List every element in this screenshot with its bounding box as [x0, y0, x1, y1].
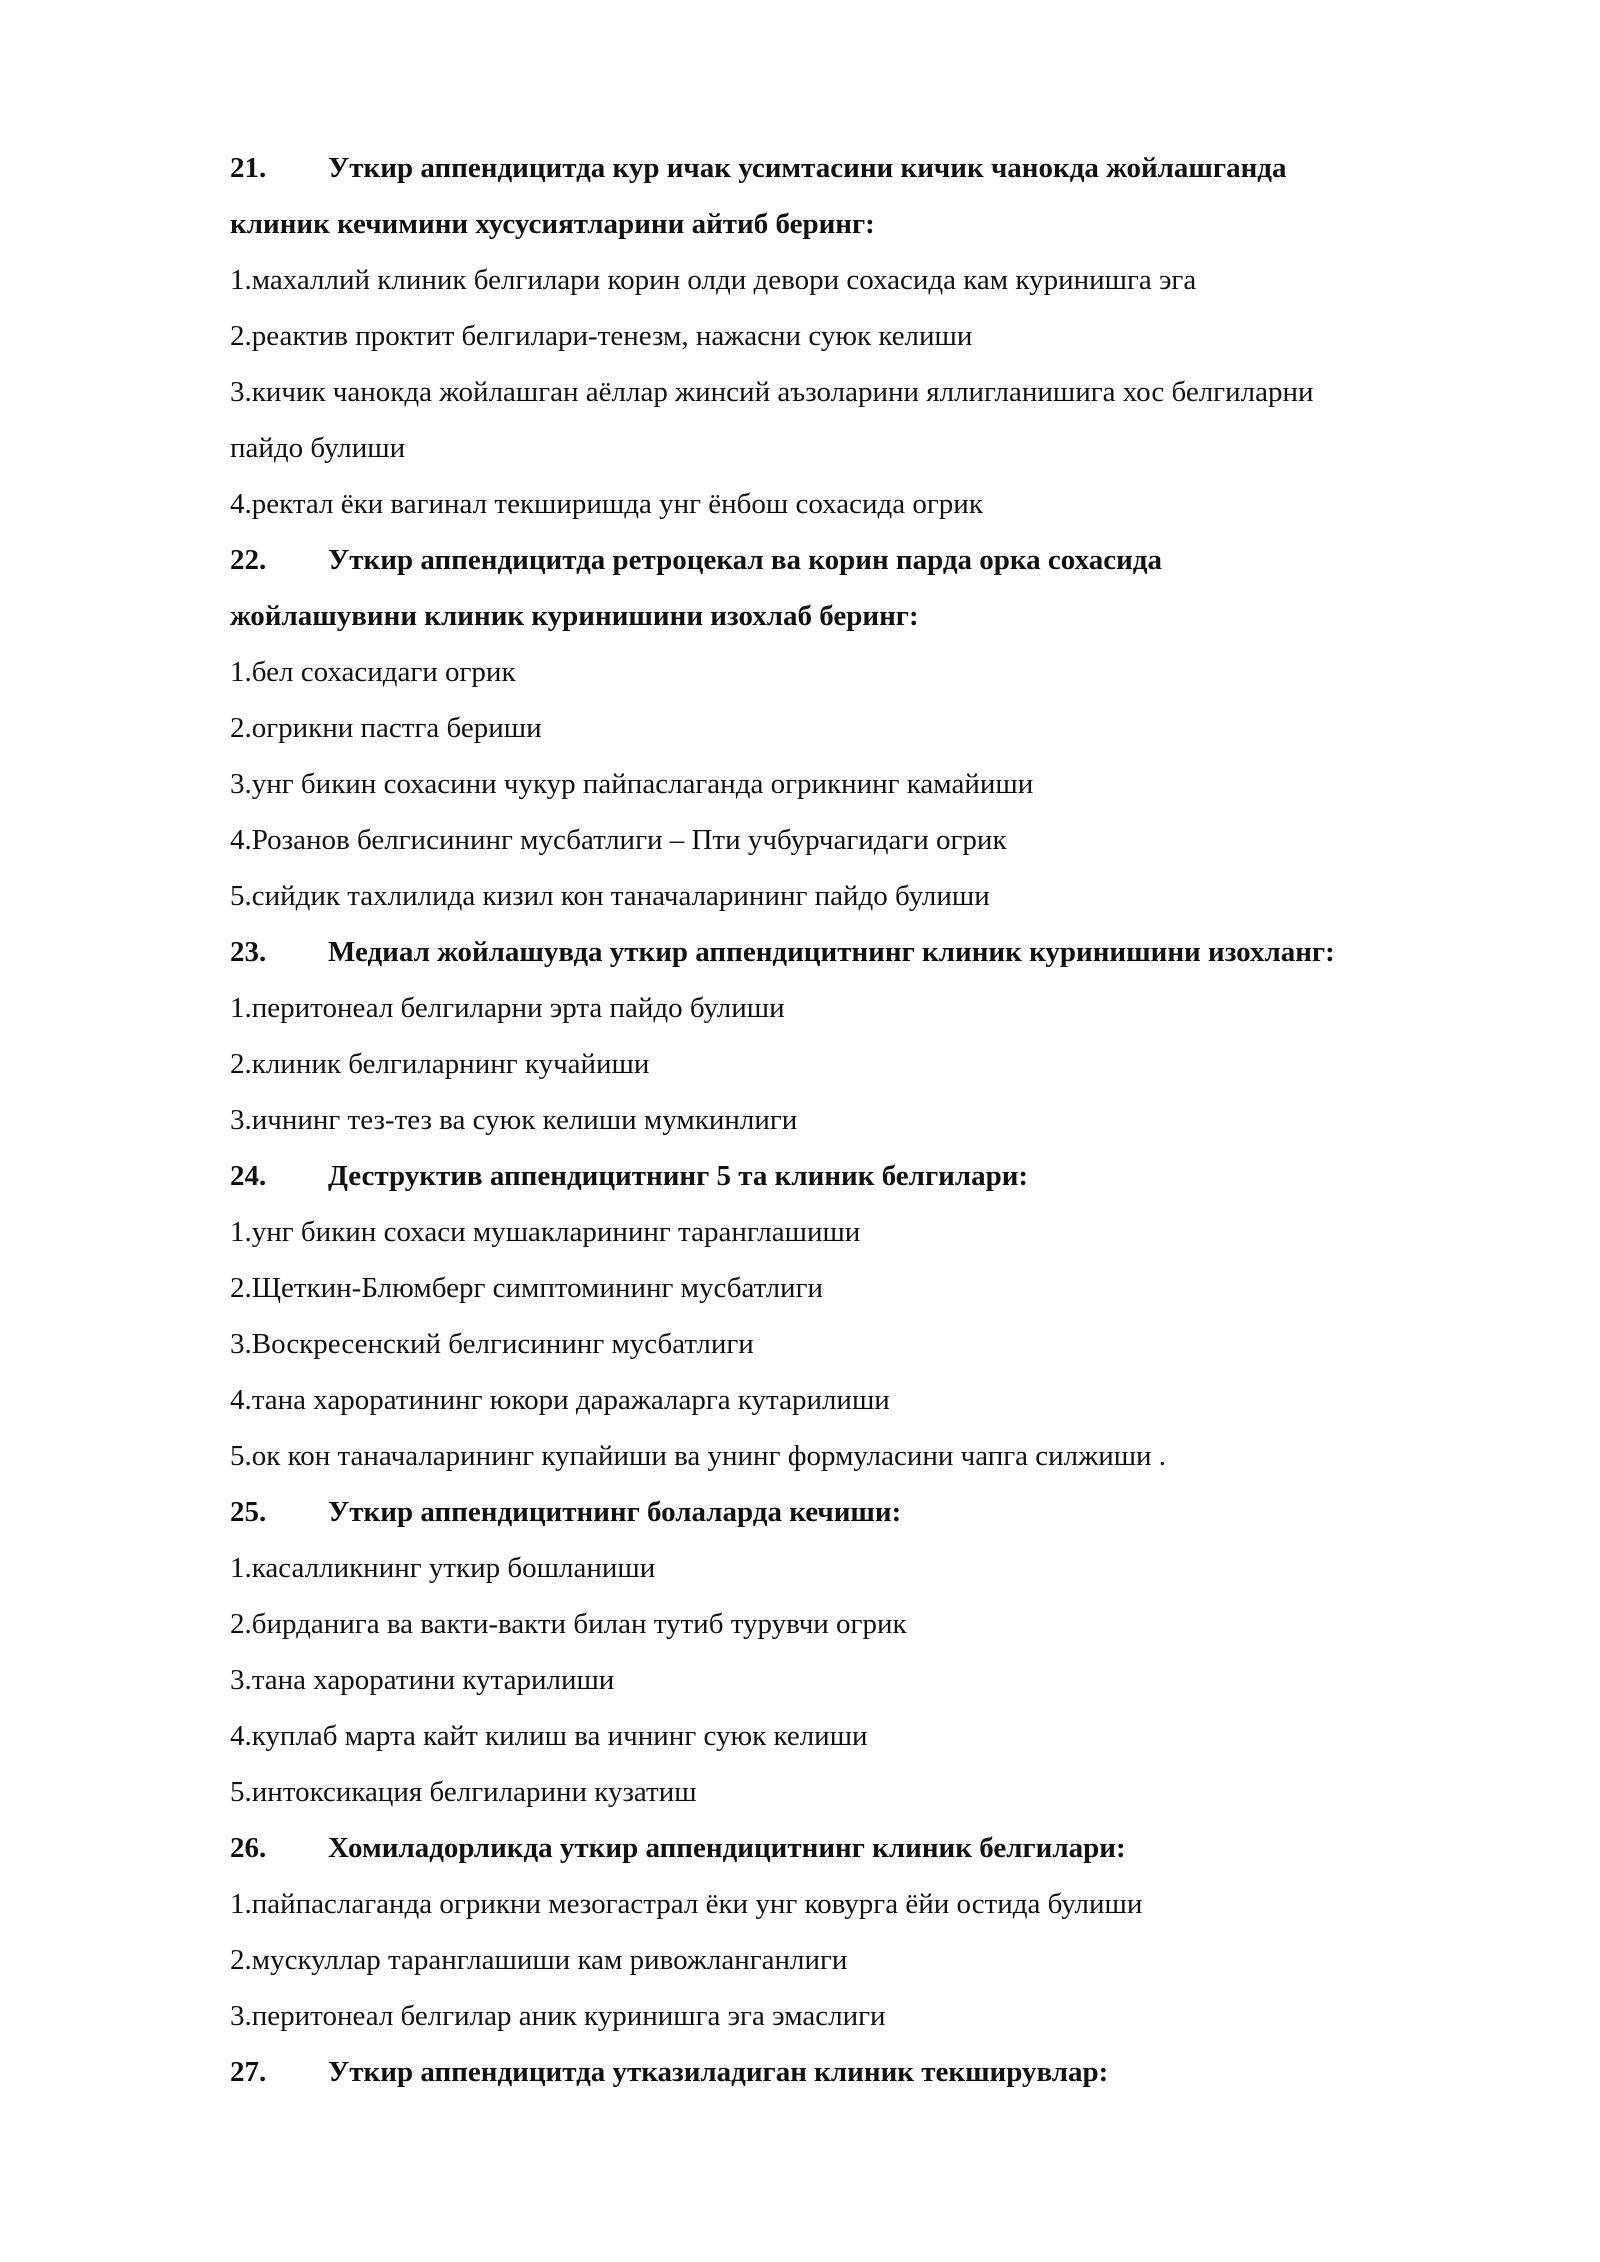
answer-item: 3.тана хароратини кутарилиши [230, 1664, 615, 1696]
answer-item: 4.тана хароратининг юкори даражаларга кутарилиши [230, 1384, 890, 1416]
answer-item: 2.мускуллар таранглашиши кам ривожланганлиги [230, 1944, 848, 1976]
answer-item: 2.Щеткин-Блюмберг симптомининг мусбатлиги [230, 1272, 823, 1304]
question-heading [230, 924, 1480, 980]
answer-item: 1.перитонеал белгиларни эрта пайдо булиши [230, 992, 785, 1024]
question-heading [230, 532, 1480, 588]
answer-item: 3.унг бикин сохасини чукур пайпаслаганда огрикнинг камайиши [230, 768, 1034, 800]
answer-item: 5.ок кон таначаларининг купайиши ва унинг формуласини чапга силжиши . [230, 1440, 1167, 1472]
answer-item: пайдо булиши [230, 432, 406, 464]
answer-item: 5.интоксикация белгиларини кузатиш [230, 1776, 697, 1808]
question-heading [230, 1820, 1480, 1876]
question-heading [230, 1484, 1480, 1540]
answer-item: 3.перитонеал белгилар аник куринишга эга эмаслиги [230, 2000, 886, 2032]
answer-item: 1.унг бикин сохаси мушакларининг таранглашиши [230, 1216, 861, 1248]
question-number: 27. [230, 2056, 267, 2088]
question-number: 22. [230, 544, 267, 576]
answer-item: 3.кичик чанокда жойлашган аёллар жинсий аъзоларини яллигланишига хос белгиларни [230, 376, 1314, 408]
question-number: 23. [230, 936, 267, 968]
question-number: 26. [230, 1832, 267, 1864]
question-number: 24. [230, 1160, 267, 1192]
question-title-continued: клиник кечимини хусусиятларини айтиб беринг: [230, 208, 875, 240]
question-title: Уткир аппендицитнинг болаларда кечиши: [328, 1496, 902, 1528]
question-title: Деструктив аппендицитнинг 5 та клиник белгилари: [328, 1160, 1029, 1192]
answer-item: 1.касалликнинг уткир бошланиши [230, 1552, 656, 1584]
answer-item: 2.бирданига ва вакти-вакти билан тутиб турувчи огрик [230, 1608, 907, 1640]
question-heading [230, 140, 1480, 196]
answer-item: 2.клиник белгиларнинг кучайиши [230, 1048, 650, 1080]
answer-item: 2.реактив проктит белгилари-тенезм, нажасни суюк келиши [230, 320, 973, 352]
answer-item: 1.бел сохасидаги огрик [230, 656, 516, 688]
question-title: Медиал жойлашувда уткир аппендицитнинг клиник куринишини изохланг: [328, 936, 1335, 968]
answer-item: 1.махаллий клиник белгилари корин олди девори сохасида кам куринишга эга [230, 264, 1197, 296]
answer-item: 3.ичнинг тез-тез ва суюк келиши мумкинлиги [230, 1104, 798, 1136]
question-title: Хомиладорликда уткир аппендицитнинг клиник белгилари: [328, 1832, 1126, 1864]
question-heading [230, 2044, 1480, 2100]
question-title: Уткир аппендицитда утказиладиган клиник текширувлар: [328, 2056, 1109, 2088]
answer-item: 1.пайпаслаганда огрикни мезогастрал ёки унг ковурга ёйи остида булиши [230, 1888, 1143, 1920]
question-title: Уткир аппендицитда кур ичак усимтасини кичик чанокда жойлашганда [328, 152, 1287, 184]
answer-item: 5.сийдик тахлилида кизил кон таначаларининг пайдо булиши [230, 880, 990, 912]
answer-item: 4.ректал ёки вагинал текширишда унг ёнбош сохасида огрик [230, 488, 983, 520]
document-page [230, 140, 1480, 2100]
answer-item: 4.куплаб марта кайт килиш ва ичнинг суюк келиши [230, 1720, 868, 1752]
question-number: 21. [230, 152, 267, 184]
question-title-continued: жойлашувини клиник куринишини изохлаб беринг: [230, 600, 919, 632]
answer-item: 4.Розанов белгисининг мусбатлиги – Пти учбурчагидаги огрик [230, 824, 1007, 856]
question-heading [230, 1148, 1480, 1204]
answer-item: 3.Воскресенский белгисининг мусбатлиги [230, 1328, 754, 1360]
question-title: Уткир аппендицитда ретроцекал ва корин парда орка сохасида [328, 544, 1162, 576]
question-number: 25. [230, 1496, 267, 1528]
answer-item: 2.огрикни пастга бериши [230, 712, 542, 744]
